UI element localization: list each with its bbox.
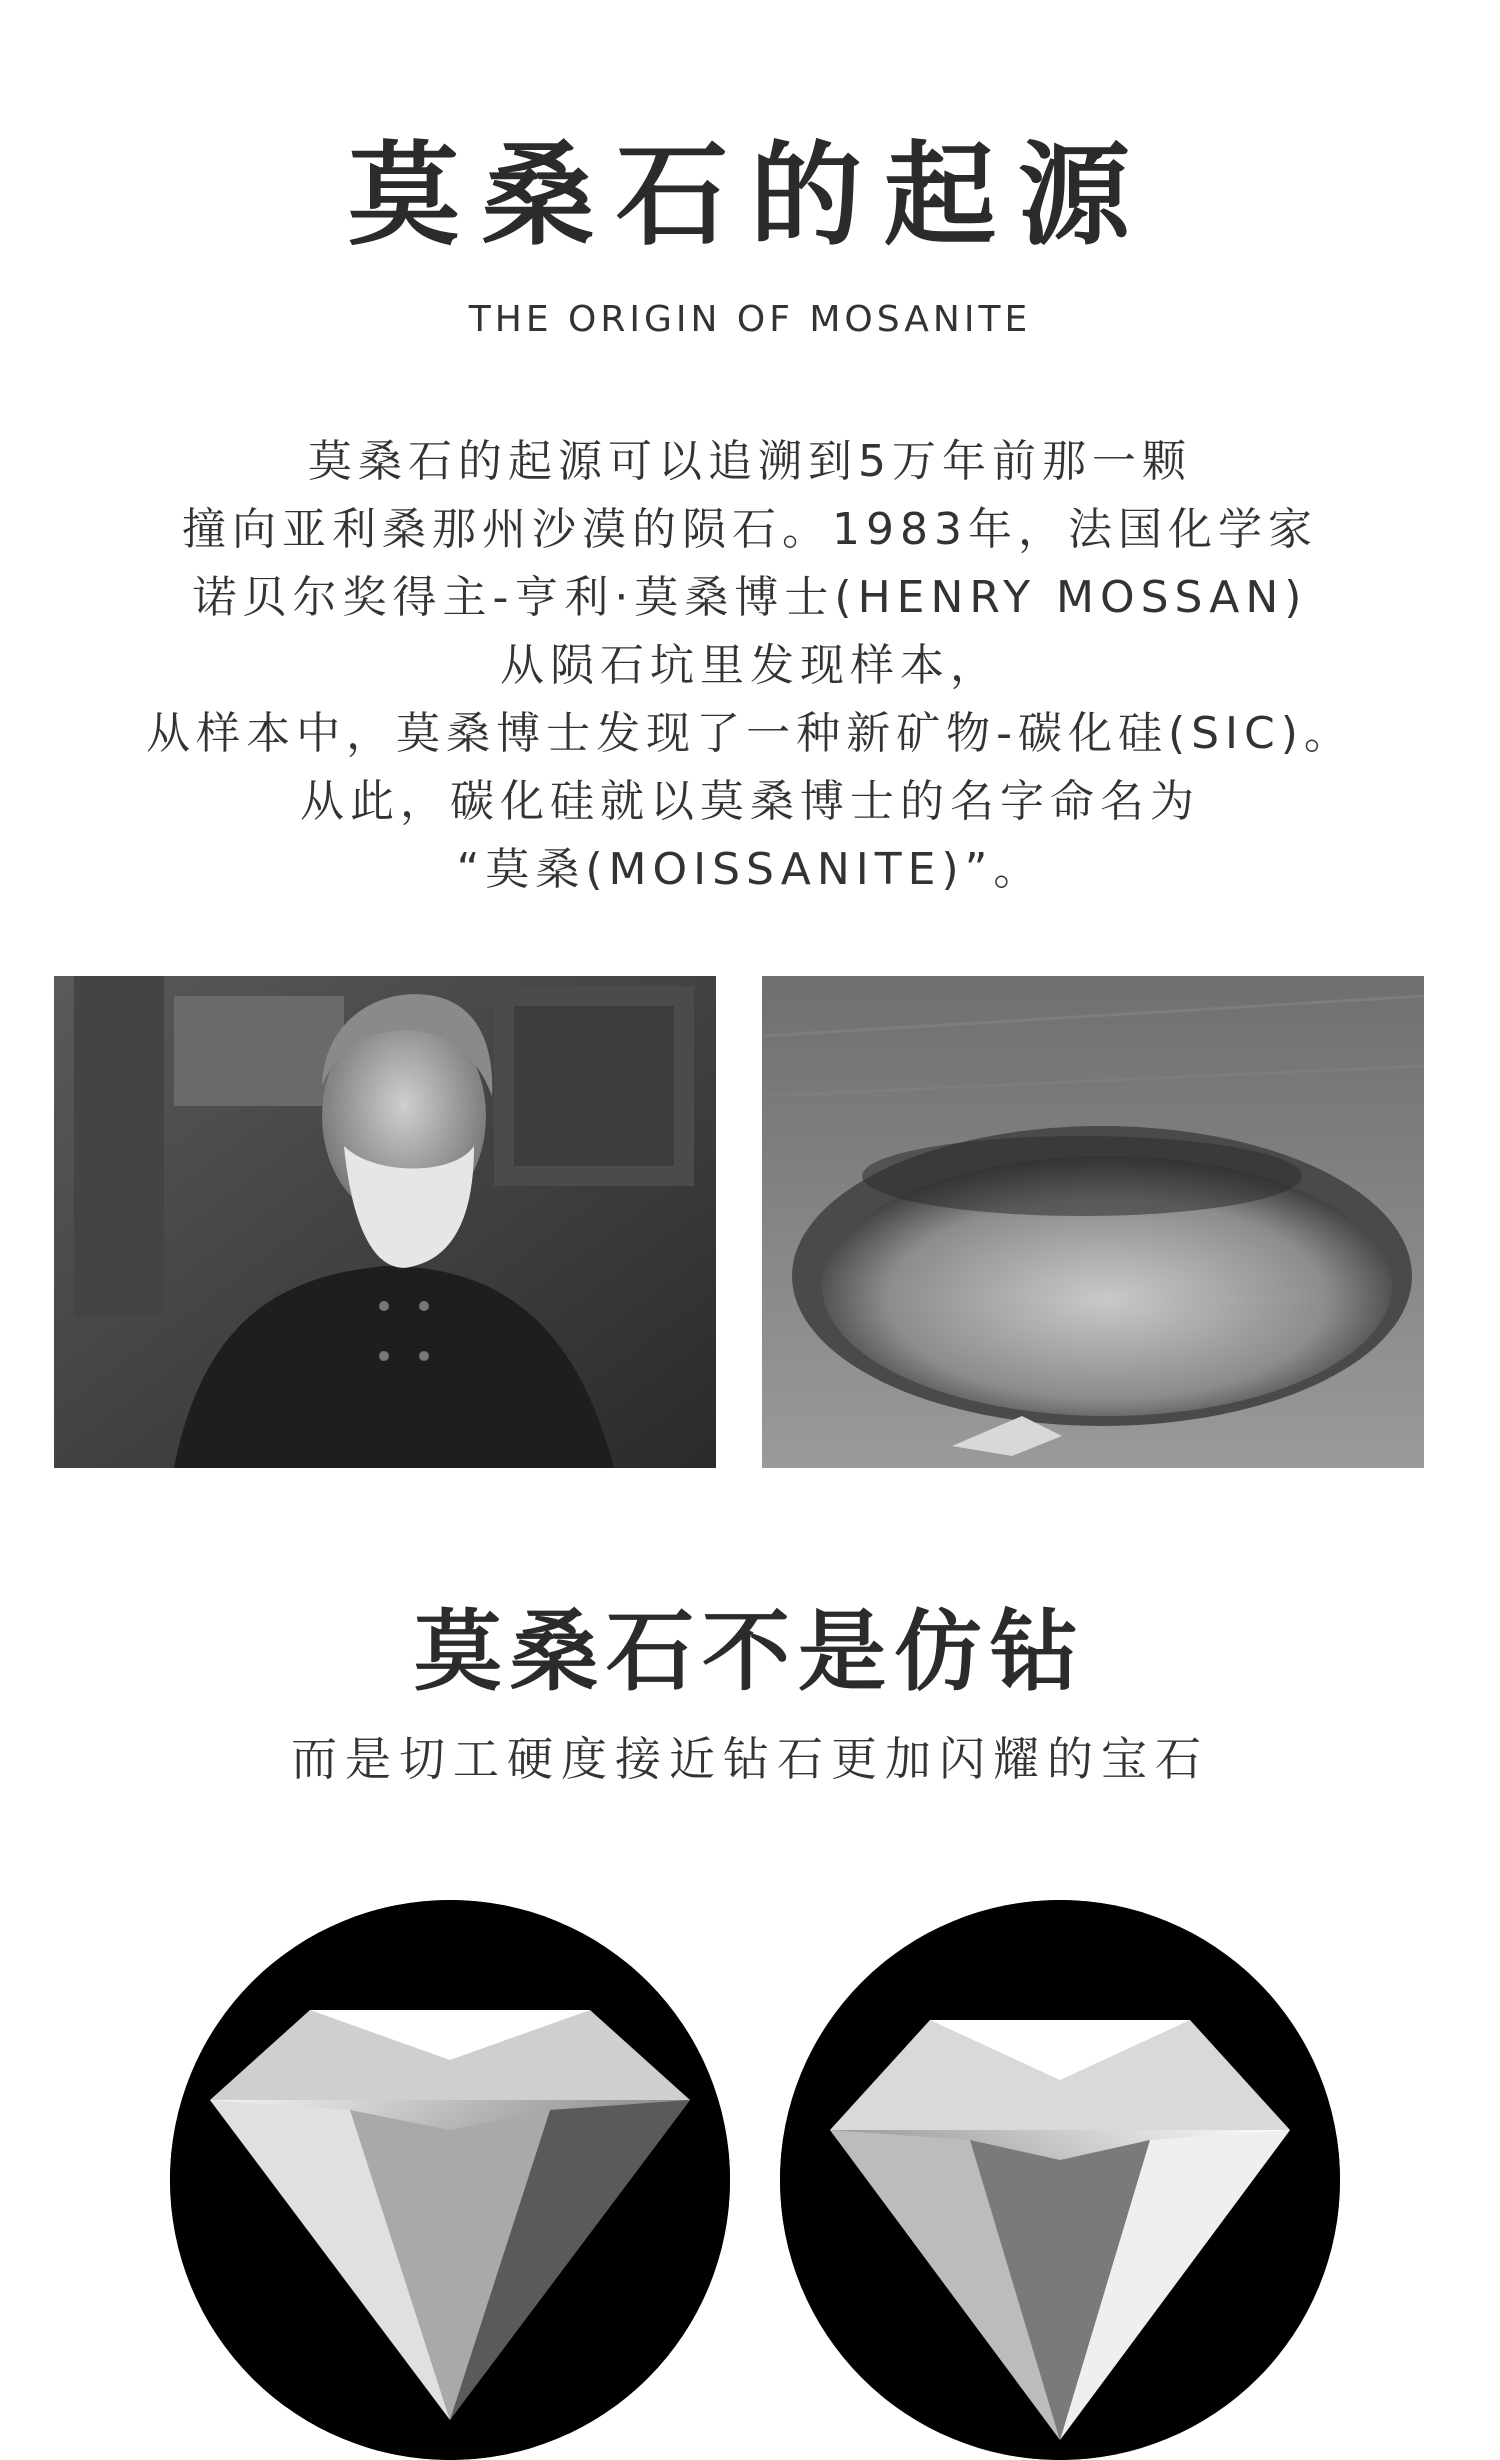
- comparison-subtitle: 而是切工硬度接近钻石更加闪耀的宝石: [291, 1732, 1209, 1786]
- paragraph-line: 莫桑石的起源可以追溯到5万年前那一颗: [308, 436, 1192, 487]
- crater-photo: [762, 976, 1424, 1468]
- moissanite-gem-image-right: [780, 1900, 1340, 2460]
- moissanite-gem-image-left: [170, 1900, 730, 2460]
- origin-subtitle: THE ORIGIN OF MOSANITE: [468, 299, 1032, 340]
- paragraph-line: 从此，碳化硅就以莫桑博士的名字命名为: [300, 776, 1200, 827]
- origin-paragraph: [0, 428, 1500, 904]
- portrait-photo: [54, 976, 716, 1468]
- paragraph-line: “莫桑(MOISSANITE)”。: [456, 844, 1044, 895]
- paragraph-line: 诺贝尔奖得主-亨利·莫桑博士(HENRY MOSSAN): [192, 572, 1308, 623]
- paragraph-line: 从样本中，莫桑博士发现了一种新矿物-碳化硅(SIC)。: [146, 708, 1354, 759]
- paragraph-line: 撞向亚利桑那州沙漠的陨石。1983年，法国化学家: [182, 504, 1318, 555]
- comparison-title: 莫桑石不是仿钻: [413, 1600, 1086, 1703]
- origin-title: 莫桑石的起源: [348, 131, 1152, 261]
- paragraph-line: 从陨石坑里发现样本，: [500, 640, 1000, 691]
